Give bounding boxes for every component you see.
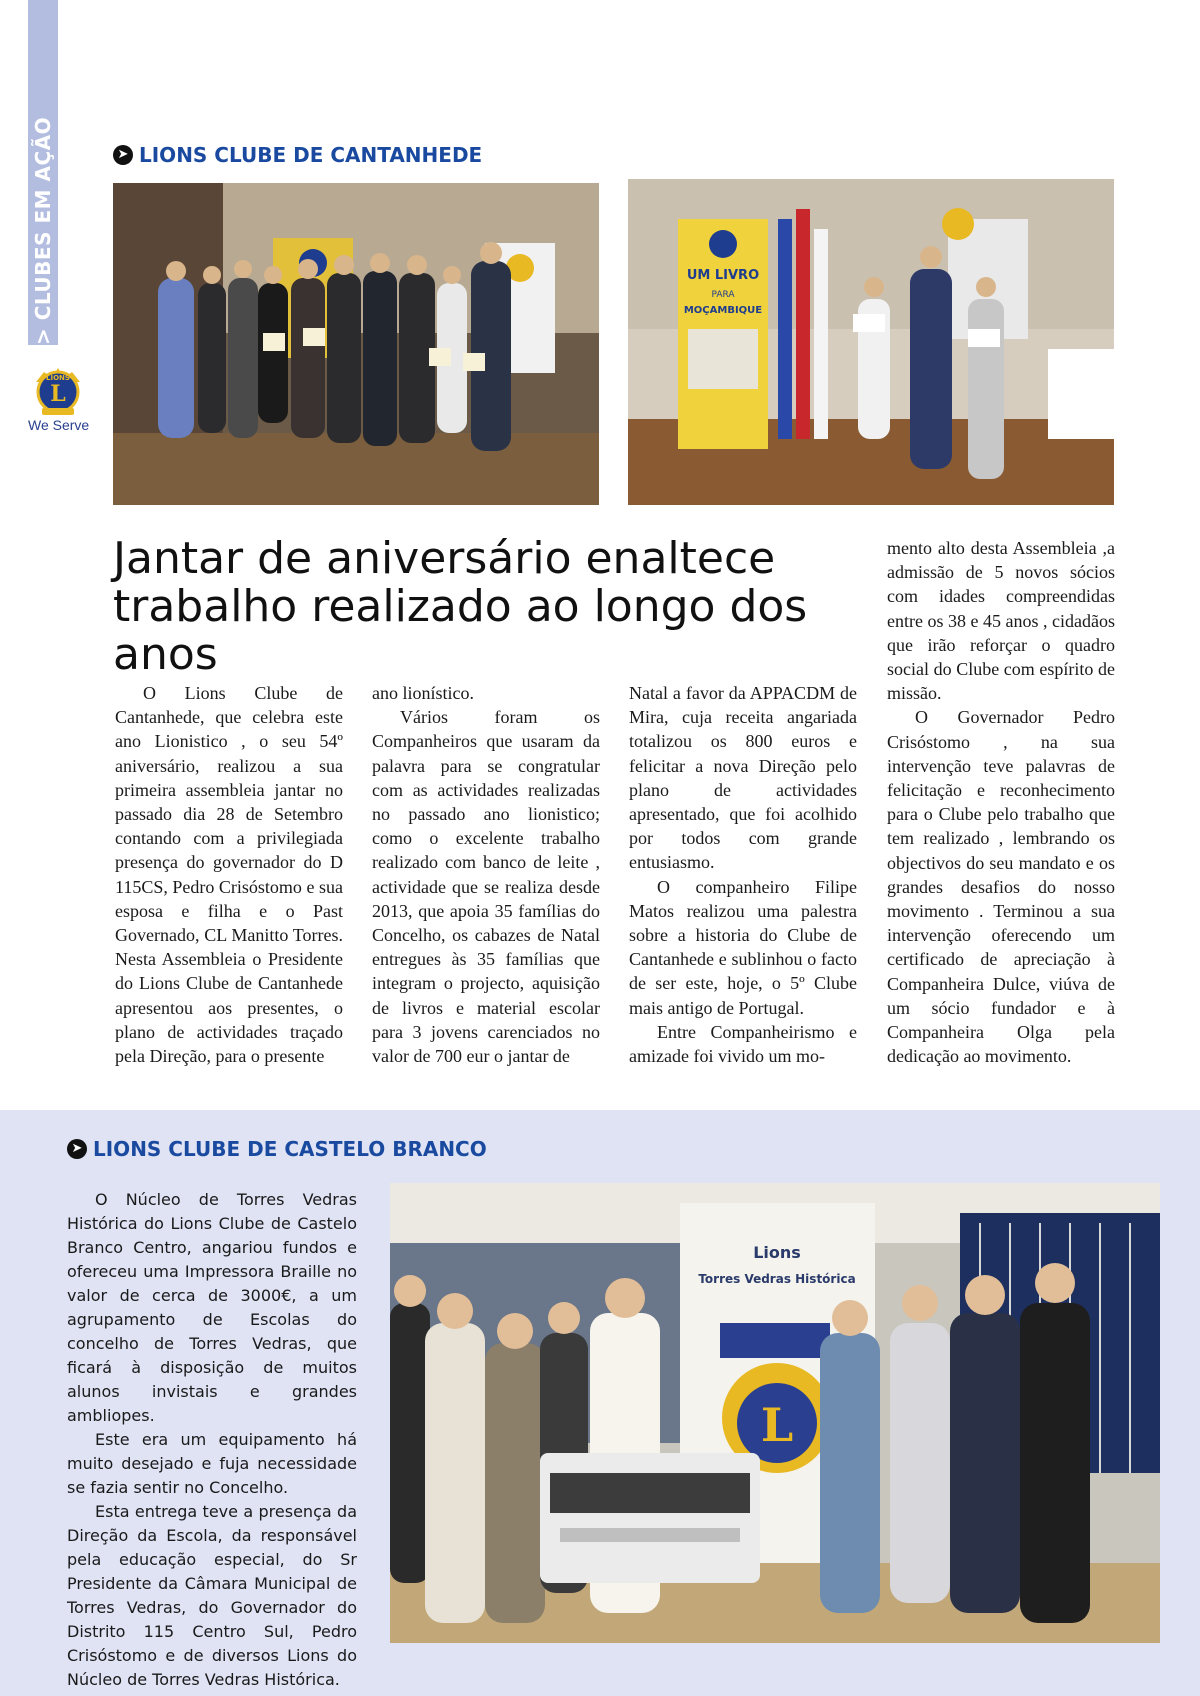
paragraph: O Núcleo de Torres Vedras Histórica do Lions Clube de Castelo Branco Centro, angariou fundos e ofereceu uma Impressora Braille no valor de cerca de 3000€, a um agrupamento de Escolas do concelho de Torres Vedras, que ficará à disposição de muitos alunos invistais e grandes ambliopes. <box>67 1190 357 1425</box>
photo-dinner-group <box>113 183 599 505</box>
paragraph: O Governador Pedro Crisóstomo , na sua intervenção teve palavras de felicitação e reconhecimento para o Clube pelo trabalho que tem realizado , lembrando os objectivos do seu mandato e os grandes desafios do nosso movimento . Terminou a sua intervenção oferecendo um certificado de apreciação à Companheira Dulce, viúva de um sócio fundador e à Companheira Olga pela dedicação ao movimento. <box>887 707 1115 1067</box>
article-headline <box>113 535 873 679</box>
paragraph: O companheiro Filipe Matos realizou uma palestra sobre a historia do Clube de Cantanhede e sublinhou o facto de ser este, hoje, o 5º Clube mais antigo de Portugal. <box>629 876 857 1018</box>
article-column-4 <box>887 536 1115 1068</box>
arrow-bullet-icon: ➤ <box>113 145 133 165</box>
lions-logo <box>26 360 90 420</box>
article-column-1 <box>115 681 343 1068</box>
svg-text:MOÇAMBIQUE: MOÇAMBIQUE <box>683 305 763 316</box>
paragraph: ano lionístico. <box>372 683 474 703</box>
paragraph: Natal a favor da APPACDM de Mira, cuja receita angariada totalizou os 800 euros e felicitar a nova Direção pelo plano de actividades apresentado, que foi acolhido por todos com grande entusiasmo. <box>629 683 857 873</box>
svg-text:PARA: PARA <box>711 290 735 300</box>
castelo-branco-article <box>67 1188 357 1692</box>
section-title-cantanhede <box>113 143 482 167</box>
paragraph: Vários foram os Companheiros que usaram da palavra para se congratular com as actividades realizadas no passado ano lionistico; como o excelente trabalho realizado com banco de leite , actividade que se realiza desde 2013, que apoia 35 famílias do Concelho, os cabazes de Natal entregues às 35 famílias que integram o projecto, aquisição de livros e material escolar para 3 jovens carenciados no valor de 700 eur o jantar de <box>372 707 600 1067</box>
svg-text:L: L <box>50 381 66 407</box>
photo-braille-printer <box>390 1183 1160 1643</box>
arrow-bullet-icon: ➤ <box>67 1139 87 1159</box>
paragraph: mento alto desta Assembleia ,a admissão de 5 novos sócios com idades compreendidas entre os 38 e 45 anos , cidadãos que irão reforçar o quadro social do Clube com espírito de missão. <box>887 538 1115 704</box>
section-title-text: LIONS CLUBE DE CANTANHEDE <box>139 143 483 167</box>
svg-text:LIONS: LIONS <box>46 374 70 382</box>
article-column-3 <box>629 681 857 1068</box>
svg-text:L: L <box>760 1398 794 1452</box>
paragraph: Entre Companheirismo e amizade foi vivido um mo- <box>629 1021 857 1067</box>
article-column-2 <box>372 681 600 1068</box>
section-label: > CLUBES EM AÇÃO <box>31 116 55 345</box>
paragraph: O Lions Clube de Cantanhede, que celebra este ano Lionistico , o seu 54º aniversário, realizou a sua primeira assembleia jantar no passado dia 28 de Setembro contando com a privilegiada presença do governador do D 115CS, Pedro Crisóstomo e sua esposa e filha e o Past Governado, CL Manitto Torres. Nesta Assembleia o Presidente do Lions Clube de Cantanhede apresentou aos presentes, o plano de actividades traçado pela Direção, para o presente <box>115 683 343 1067</box>
paragraph: Este era um equipamento há muito desejado e fuja necessidade se fazia sentir no Concelho. <box>67 1430 357 1497</box>
motto: We Serve <box>28 417 90 433</box>
svg-text:Lions: Lions <box>753 1243 801 1262</box>
photo-book-banner <box>628 179 1114 505</box>
section-title-text: LIONS CLUBE DE CASTELO BRANCO <box>93 1137 487 1161</box>
headline-line-2: trabalho realizado ao longo dos anos <box>113 581 808 680</box>
svg-text:Torres Vedras Histórica: Torres Vedras Histórica <box>698 1272 856 1286</box>
paragraph: Esta entrega teve a presença da Direção da Escola, da responsável pela educação especial, do Sr Presidente da Câmara Municipal de Torres Vedras, do Governador do Distrito 115 Centro Sul, Pedro Crisóstomo e de diversos Lions do Núcleo de Torres Vedras Histórica. <box>67 1502 357 1689</box>
section-title-castelo-branco <box>67 1137 487 1161</box>
headline-line-1: Jantar de aniversário enaltece <box>113 533 776 584</box>
svg-text:UM LIVRO: UM LIVRO <box>686 268 760 283</box>
